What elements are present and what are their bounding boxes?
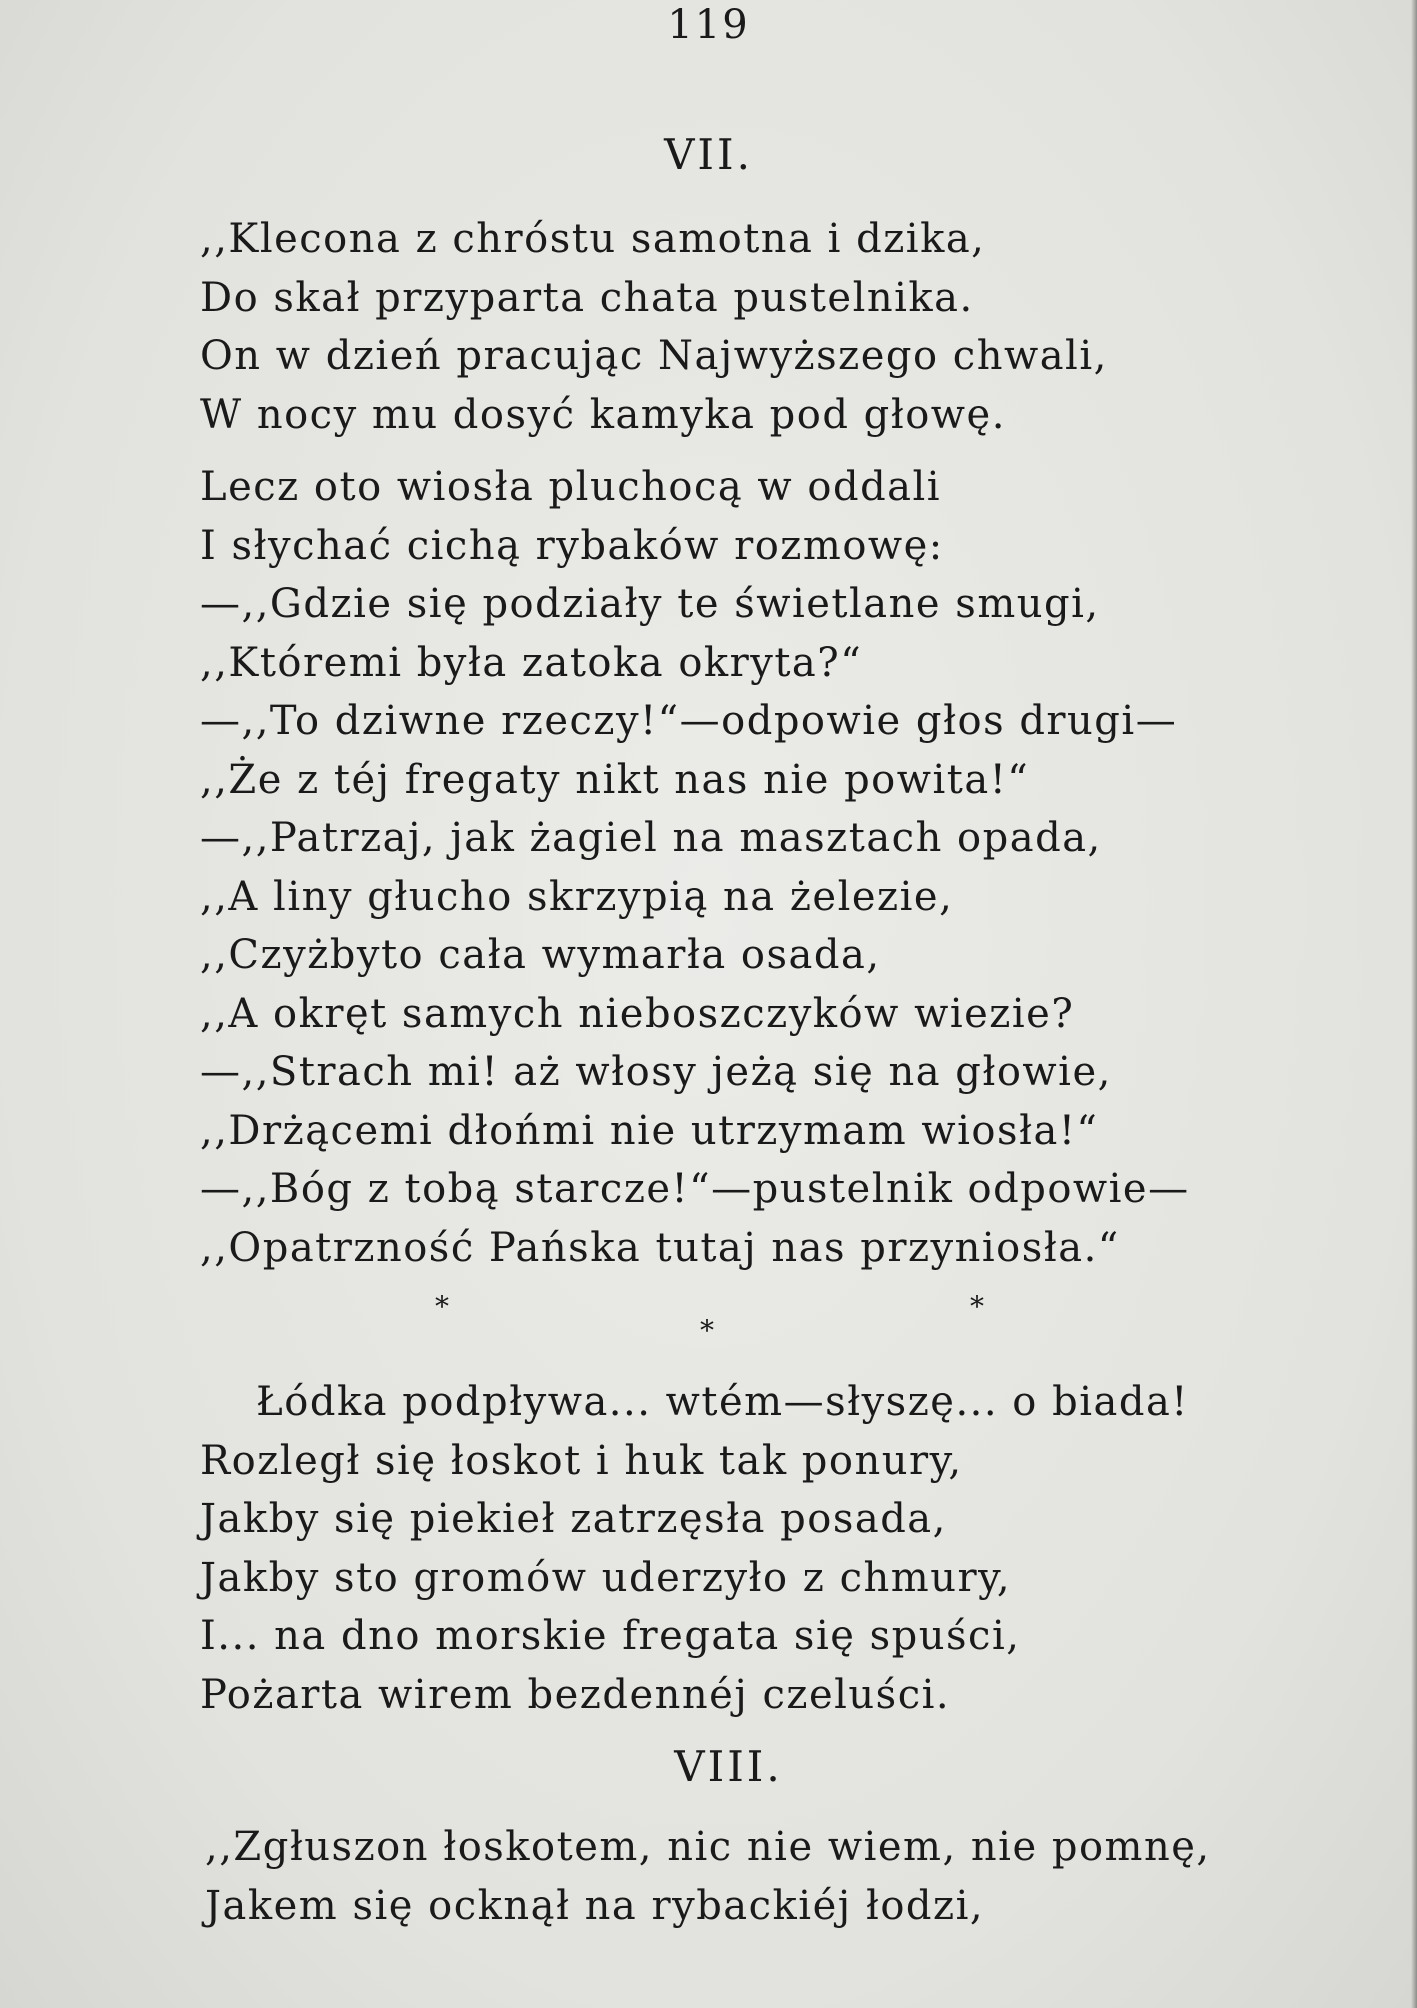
asterisk: * — [970, 1290, 984, 1323]
verse-line: —,,Patrzaj, jak żagiel na masztach opada, — [200, 815, 1102, 861]
asterisk: * — [435, 1290, 449, 1323]
verse-line: Rozległ się łoskot i huk tak ponury, — [200, 1437, 963, 1484]
verse-line: Lecz oto wiosła pluchocą w oddali — [200, 464, 942, 510]
stanza-vii-2 — [200, 458, 1320, 1277]
stanza-vii-1 — [200, 210, 1320, 444]
verse-line: I... na dno morskie fregata się spuści, — [200, 1613, 1021, 1659]
section-heading-vii: VII. — [664, 130, 753, 179]
verse-line: Jakem się ocknął na rybackiéj łodzi, — [205, 1882, 985, 1929]
verse-line: ,,A okręt samych nieboszczyków wiezie? — [200, 990, 1075, 1037]
verse-line: Łódka podpływa... wtém—słyszę... o biada! — [256, 1379, 1189, 1425]
verse-line: ,,Że z téj fregaty nikt nas nie powita!“ — [200, 756, 1030, 803]
section-heading-viii: VIII. — [674, 1742, 783, 1791]
verse-line: —,,Bóg z tobą starcze!“—pustelnik odpowie— — [200, 1166, 1190, 1212]
verse-line: ,,Drżącemi dłońmi nie utrzymam wiosła!“ — [200, 1107, 1099, 1154]
verse-line: Jakby się piekieł zatrzęsła posada, — [200, 1496, 947, 1542]
asterisk: * — [700, 1314, 714, 1347]
page-number: 119 — [667, 2, 750, 48]
verse-line: W nocy mu dosyć kamyka pod głowę. — [200, 391, 1006, 438]
page-edge-shadow — [1411, 0, 1417, 2008]
section-divider-asterisks — [420, 1290, 1020, 1350]
verse-line: ,,Klecona z chróstu samotna i dzika, — [200, 216, 986, 262]
verse-line: On w dzień pracując Najwyższego chwali, — [200, 333, 1108, 379]
verse-line: I słychać cichą rybaków rozmowę: — [200, 522, 944, 569]
stanza-vii-3 — [200, 1373, 1320, 1724]
verse-line: Jakby sto gromów uderzyło z chmury, — [200, 1554, 1012, 1601]
verse-line: —,,Gdzie się podziały te świetlane smugi, — [200, 581, 1100, 627]
verse-line: Do skał przyparta chata pustelnika. — [200, 274, 974, 321]
verse-line: ,,Opatrzność Pańska tutaj nas przyniosła.“ — [200, 1224, 1120, 1271]
verse-line: Pożarta wirem bezdennéj czeluści. — [200, 1671, 951, 1718]
verse-line: —,,To dziwne rzeczy!“—odpowie głos drugi— — [200, 698, 1178, 744]
verse-line: ,,Czyżbyto cała wymarła osada, — [200, 932, 881, 978]
verse-line: ,,Któremi była zatoka okryta?“ — [200, 639, 863, 686]
verse-line: —,,Strach mi! aż włosy jeżą się na głowie, — [200, 1049, 1112, 1095]
stanza-viii-1 — [205, 1818, 1325, 1935]
verse-line: ,,Zgłuszon łoskotem, nic nie wiem, nie pomnę, — [205, 1824, 1211, 1870]
verse-line: ,,A liny głucho skrzypią na żelezie, — [200, 873, 954, 920]
